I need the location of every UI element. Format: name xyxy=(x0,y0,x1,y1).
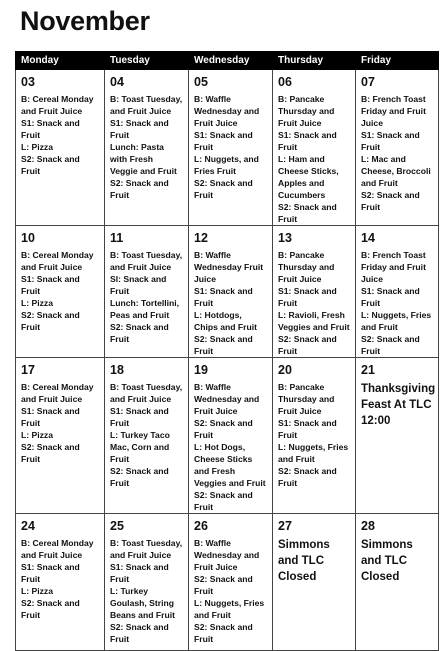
page-title: November xyxy=(20,6,150,36)
day-cell xyxy=(16,358,105,514)
day-number: 03 xyxy=(21,75,35,89)
week-row xyxy=(16,70,439,226)
day-cell xyxy=(273,70,356,226)
day-number: 06 xyxy=(278,75,292,89)
header-monday: Monday xyxy=(16,52,105,70)
menu-text: B: Pancake Thursday and Fruit Juice S1: Snack and Fruit L: Nuggets, Fries and Fruit S2: Snack and Fruit xyxy=(278,382,349,488)
closure-note: Simmons and TLC Closed xyxy=(278,539,330,583)
day-number: 26 xyxy=(194,519,208,533)
menu-text: B: Waffle Wednesday Fruit Juice S1: Snack and Fruit L: Hotdogs, Chips and Fruit S2: Snack and Fruit xyxy=(194,250,264,356)
menu-text: B: Pancake Thursday and Fruit Juice S1: Snack and Fruit L: Ham and Cheese Sticks, Apples and Cucumbers S2: Snack and Fruit xyxy=(278,94,339,224)
closure-note: Simmons and TLC Closed xyxy=(361,539,413,583)
day-number: 20 xyxy=(278,363,292,377)
day-cell xyxy=(356,226,439,358)
menu-text: B: Toast Tuesday, and Fruit Juice S1: Snack and Fruit Lunch: Pasta with Fresh Veggie and Fruit S2: Snack and Fruit xyxy=(110,94,183,200)
day-number: 13 xyxy=(278,231,292,245)
header-tuesday: Tuesday xyxy=(105,52,189,70)
week-row xyxy=(16,514,439,651)
day-cell xyxy=(189,70,273,226)
day-cell xyxy=(189,226,273,358)
day-number: 12 xyxy=(194,231,208,245)
day-cell xyxy=(16,514,105,651)
day-cell xyxy=(189,358,273,514)
menu-text: B: Cereal Monday and Fruit Juice S1: Snack and Fruit L: Pizza S2: Snack and Fruit xyxy=(21,94,94,176)
day-number: 27 xyxy=(278,519,292,533)
menu-text: B: Waffle Wednesday and Fruit Juice S2: Snack and Fruit L: Nuggets, Fries and Fruit S2: Snack and Fruit xyxy=(194,538,265,644)
day-number: 10 xyxy=(21,231,35,245)
event-note: Thanksgiving Feast At TLC 12:00 xyxy=(361,383,436,427)
week-row xyxy=(16,226,439,358)
day-number: 11 xyxy=(110,231,124,245)
day-number: 21 xyxy=(361,363,375,377)
day-cell xyxy=(273,226,356,358)
menu-text: B: French Toast Friday and Fruit Juice S1: Snack and Fruit L: Nuggets, Fries and Fruit S2: Snack and Fruit xyxy=(361,250,432,356)
weekday-header-row xyxy=(16,52,439,70)
calendar-table xyxy=(15,51,439,651)
menu-text: B: Cereal Monday and Fruit Juice S1: Snack and Fruit L: Pizza S2: Snack and Fruit xyxy=(21,250,94,332)
menu-text: B: Toast Tuesday, and Fruit Juice Sl: Snack and Fruit Lunch: Tortellini, Peas and Fruit S2: Snack and Fruit xyxy=(110,250,183,344)
header-friday: Friday xyxy=(356,52,439,70)
menu-text: B: Waffle Wednesday and Fruit Juice S1: Snack and Fruit L: Nuggets, and Fries Fruit S2: Snack and Fruit xyxy=(194,94,260,200)
day-number: 14 xyxy=(361,231,375,245)
day-cell xyxy=(356,358,439,514)
week-row xyxy=(16,358,439,514)
day-number: 18 xyxy=(110,363,124,377)
day-number: 04 xyxy=(110,75,124,89)
day-cell xyxy=(273,514,356,651)
menu-text: B: Waffle Wednesday and Fruit Juice S2: Snack and Fruit L: Hot Dogs, Cheese Sticks and Fresh Veggies and Fruit S2: Snack and Fruit xyxy=(194,382,266,512)
menu-text: B: French Toast Friday and Fruit Juice S1: Snack and Fruit L: Mac and Cheese, Broccoli and Fruit S2: Snack and Fruit xyxy=(361,94,431,212)
day-number: 24 xyxy=(21,519,35,533)
day-cell xyxy=(105,358,189,514)
day-number: 05 xyxy=(194,75,208,89)
menu-text: B: Toast Tuesday, and Fruit Juice S1: Snack and Fruit L: Turkey Goulash, String Beans and Fruit S2: Snack and Fruit xyxy=(110,538,183,644)
day-cell xyxy=(105,226,189,358)
day-cell xyxy=(105,70,189,226)
day-cell xyxy=(16,226,105,358)
header-thursday: Thursday xyxy=(273,52,356,70)
day-cell xyxy=(273,358,356,514)
day-cell xyxy=(189,514,273,651)
menu-text: B: Pancake Thursday and Fruit Juice S1: Snack and Fruit L: Ravioli, Fresh Veggies and Fruit S2: Snack and Fruit xyxy=(278,250,350,356)
day-number: 07 xyxy=(361,75,375,89)
day-number: 28 xyxy=(361,519,375,533)
menu-text: B: Cereal Monday and Fruit Juice S1: Snack and Fruit L: Pizza S2: Snack and Fruit xyxy=(21,538,94,620)
day-number: 17 xyxy=(21,363,35,377)
header-wednesday: Wednesday xyxy=(189,52,273,70)
menu-text: B: Toast Tuesday, and Fruit Juice S1: Snack and Fruit L: Turkey Taco Mac, Corn and Fruit S2: Snack and Fruit xyxy=(110,382,183,488)
day-number: 19 xyxy=(194,363,208,377)
day-number: 25 xyxy=(110,519,124,533)
day-cell xyxy=(356,70,439,226)
day-cell xyxy=(16,70,105,226)
day-cell xyxy=(105,514,189,651)
day-cell xyxy=(356,514,439,651)
menu-text: B: Cereal Monday and Fruit Juice S1: Snack and Fruit L: Pizza S2: Snack and Fruit xyxy=(21,382,94,464)
